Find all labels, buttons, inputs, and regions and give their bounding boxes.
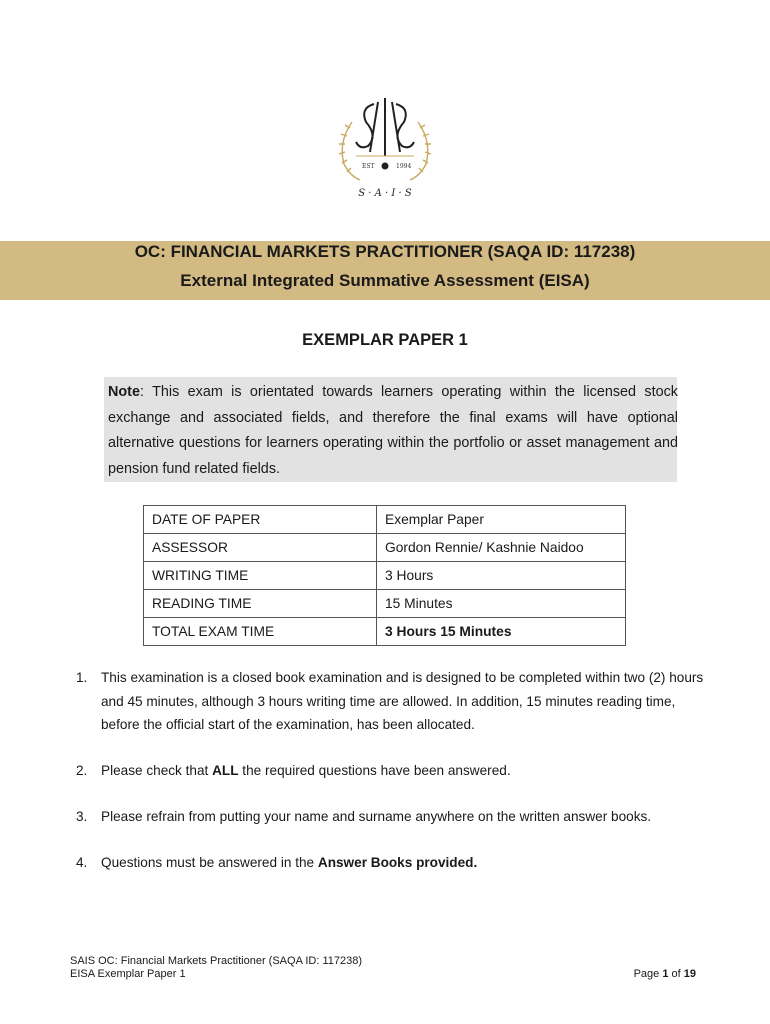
- table-row: [144, 562, 626, 590]
- instruction-emphasis: ALL: [212, 763, 239, 778]
- table-cell-value: 3 Hours 15 Minutes: [377, 618, 626, 646]
- instruction-item: [76, 666, 706, 737]
- instruction-number: 4.: [76, 855, 88, 870]
- table-row: [144, 534, 626, 562]
- page-footer: [70, 955, 362, 981]
- sais-logo: [330, 92, 440, 204]
- footer-line: SAIS OC: Financial Markets Practitioner (SAQA ID: 117238): [70, 955, 363, 967]
- table-cell-value: Gordon Rennie/ Kashnie Naidoo: [377, 534, 626, 562]
- table-row: [144, 506, 626, 534]
- table-cell-label: TOTAL EXAM TIME: [144, 618, 377, 646]
- course-title: OC: FINANCIAL MARKETS PRACTITIONER (SAQA ID: 117238): [134, 242, 636, 261]
- note-label: Note: [108, 384, 140, 400]
- table-row: [144, 618, 626, 646]
- instruction-text: Questions must be answered in the: [101, 855, 318, 870]
- page-number: Page 1 of 19: [633, 968, 696, 980]
- table-cell-label: ASSESSOR: [144, 534, 377, 562]
- current-page: 1: [662, 968, 669, 980]
- note-text: [108, 380, 678, 482]
- table-cell-value: 3 Hours: [377, 562, 626, 590]
- svg-text:1994: 1994: [396, 163, 412, 170]
- svg-text:EST: EST: [362, 163, 375, 170]
- laurel-right-icon: [410, 122, 431, 180]
- svg-text:S · A · I · S: S · A · I · S: [358, 188, 412, 199]
- instruction-text: the required questions have been answered.: [238, 763, 511, 778]
- exam-info-table: [143, 505, 626, 646]
- table-cell-value: Exemplar Paper: [377, 506, 626, 534]
- instruction-number: 3.: [76, 809, 88, 824]
- instruction-item: [76, 805, 706, 829]
- assessment-title: External Integrated Summative Assessment (EISA): [180, 271, 590, 290]
- instruction-number: 1.: [76, 670, 88, 685]
- instruction-item: [76, 759, 706, 783]
- monogram-icon: [356, 98, 414, 156]
- table-cell-label: DATE OF PAPER: [144, 506, 377, 534]
- instruction-emphasis: Answer Books provided.: [317, 855, 478, 870]
- paper-title: EXEMPLAR PAPER 1: [302, 331, 468, 349]
- instruction-text: Please check that: [101, 763, 213, 778]
- instruction-text: This examination is a closed book examination and is designed to be completed within two (2) hours and 45 minutes, although 3 hours writing time are allowed. In addition, 15 minutes reading time, before the official start of the examination, has been allocated.: [101, 670, 704, 732]
- instruction-item: [76, 851, 706, 875]
- total-pages: 19: [683, 968, 696, 980]
- table-cell-label: WRITING TIME: [144, 562, 377, 590]
- table-cell-label: READING TIME: [144, 590, 377, 618]
- instruction-text: Please refrain from putting your name and surname anywhere on the written answer books.: [101, 809, 652, 824]
- note-body: : This exam is orientated towards learners operating within the licensed stock exchange and associated fields, and therefore the final exams will have optional alternative questions for learners operating within the portfolio or asset management and pension fund related fields.: [108, 384, 678, 477]
- table-row: [144, 590, 626, 618]
- instruction-number: 2.: [76, 763, 88, 778]
- laurel-left-icon: [339, 122, 360, 180]
- footer-line: EISA Exemplar Paper 1: [70, 968, 186, 980]
- table-cell-value: 15 Minutes: [377, 590, 626, 618]
